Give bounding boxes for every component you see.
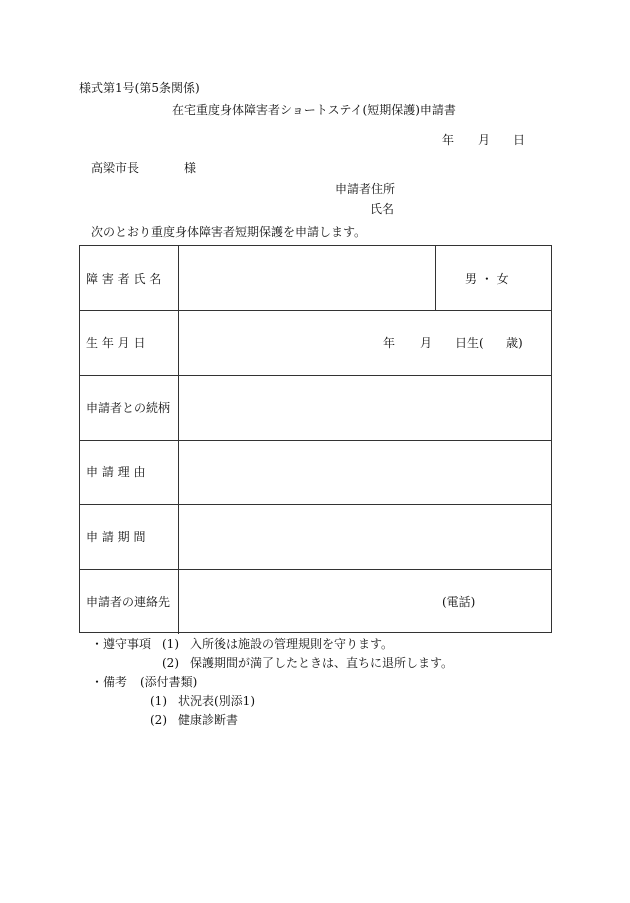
date-month: 月 [478,133,491,147]
birth-year: 年 [383,336,396,350]
row-divider [80,375,551,376]
date-year: 年 [442,133,455,147]
attachment-1-number: (1) [150,694,167,708]
date-day: 日 [513,133,526,147]
birth-month: 月 [420,336,433,350]
attachments-label: (添付書類) [140,675,198,689]
document-title: 在宅重度身体障害者ショートステイ(短期保護)申請書 [172,103,456,117]
birth-date-label: 生 年 月 日 [86,336,146,350]
reason-label: 申 請 理 由 [86,465,146,479]
rule-2-number: (2) [162,656,179,670]
gender-column-divider [435,246,436,311]
form-number: 様式第1号(第5条関係) [79,81,200,95]
addressee-name: 高梁市長 [91,161,140,175]
attachment-2-text: 健康診断書 [178,713,239,727]
addressee-honorific: 様 [184,161,197,175]
phone-label: (電話) [442,595,476,609]
rule-1-number: (1) [162,637,179,651]
rules-header: ・遵守事項 [91,637,152,651]
contact-label: 申請者の連絡先 [86,595,171,609]
remarks-header: ・備考 [91,675,128,689]
rule-2-text: 保護期間が満了したときは、直ちに退所します。 [190,656,454,670]
application-table [79,245,552,633]
attachment-2-number: (2) [150,713,167,727]
intro-text: 次のとおり重度身体障害者短期保護を申請します。 [91,225,367,239]
birth-day-age-open: 日生( [455,336,484,350]
applicant-name-label: 氏名 [370,202,395,216]
attachment-1-text: 状況表(別添1) [178,694,255,708]
row-divider [80,440,551,441]
row-divider [80,310,551,311]
row-divider [80,504,551,505]
period-label: 申 請 期 間 [86,530,146,544]
applicant-address-label: 申請者住所 [335,182,396,196]
age-close: 歳) [506,336,523,350]
disabled-person-name-label: 障 害 者 氏 名 [86,272,162,286]
relation-label: 申請者との続柄 [86,401,171,415]
row-divider [80,569,551,570]
rule-1-text: 入所後は施設の管理規則を守ります。 [190,637,394,651]
gender-options: 男 ・ 女 [465,272,509,286]
